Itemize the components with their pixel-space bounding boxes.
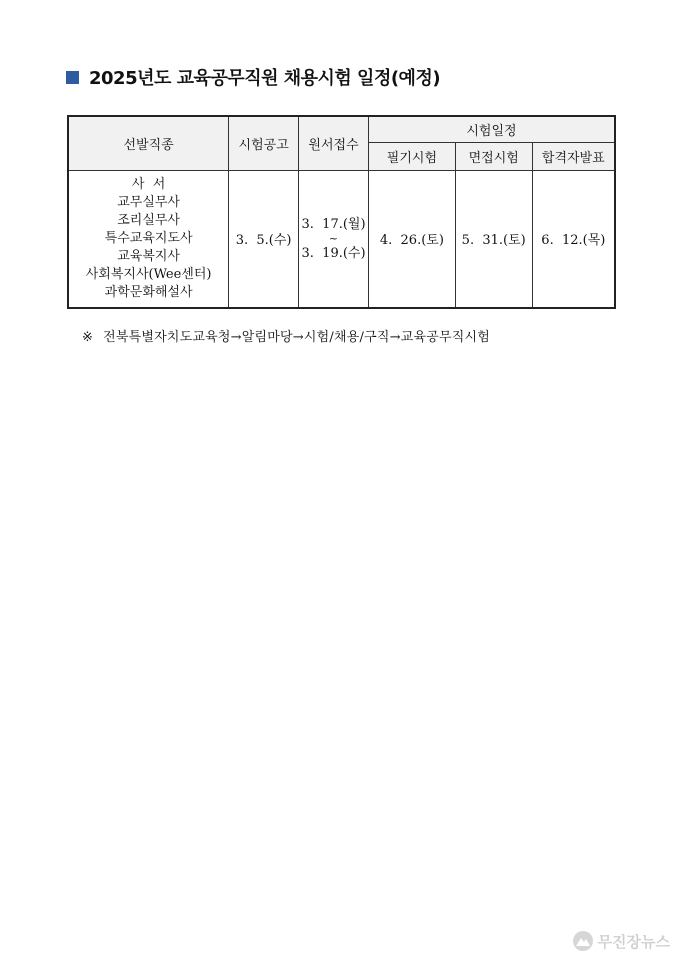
job-item: 교무실무사	[117, 194, 180, 210]
application-end: 3. 19.(수)	[301, 245, 366, 261]
job-item: 사 서	[131, 176, 166, 192]
header-written: 필기시험	[369, 142, 456, 170]
job-item: 사회복지사(Wee센터)	[85, 266, 212, 282]
watermark-text: 무진장뉴스	[597, 932, 670, 951]
job-item: 과학문화해설사	[104, 284, 193, 300]
header-notice: 시험공고	[229, 116, 299, 170]
source-note	[82, 326, 490, 345]
interview-date: 5. 31.(토)	[455, 170, 532, 308]
job-item: 특수교육지도사	[104, 230, 193, 246]
header-job-types: 선발직종	[68, 116, 229, 170]
application-start: 3. 17.(월)	[301, 216, 366, 232]
watermark	[572, 930, 670, 952]
written-exam-date: 4. 26.(토)	[369, 170, 456, 308]
job-item: 교육복지사	[117, 248, 180, 264]
reference-mark: ※	[82, 330, 94, 345]
application-period-cell	[299, 170, 369, 308]
header-result: 합격자발표	[532, 142, 615, 170]
job-types-cell	[68, 170, 229, 308]
application-separator: ~	[328, 231, 339, 245]
table-row	[68, 170, 615, 308]
header-application: 원서접수	[299, 116, 369, 170]
note-text: 전북특별자치도교육청→알림마당→시험/채용/구직→교육공무직시험	[103, 330, 490, 345]
result-date: 6. 12.(목)	[532, 170, 615, 308]
job-item: 조리실무사	[117, 212, 180, 228]
page-heading	[66, 64, 440, 90]
square-bullet-icon	[66, 71, 79, 84]
header-interview: 면접시험	[455, 142, 532, 170]
notice-date: 3. 5.(수)	[229, 170, 299, 308]
heading-text: 2025년도 교육공무직원 채용시험 일정(예정)	[89, 68, 441, 89]
schedule-table	[67, 115, 616, 309]
mountain-logo-icon	[572, 930, 594, 952]
header-exam-schedule: 시험일정	[369, 116, 616, 142]
